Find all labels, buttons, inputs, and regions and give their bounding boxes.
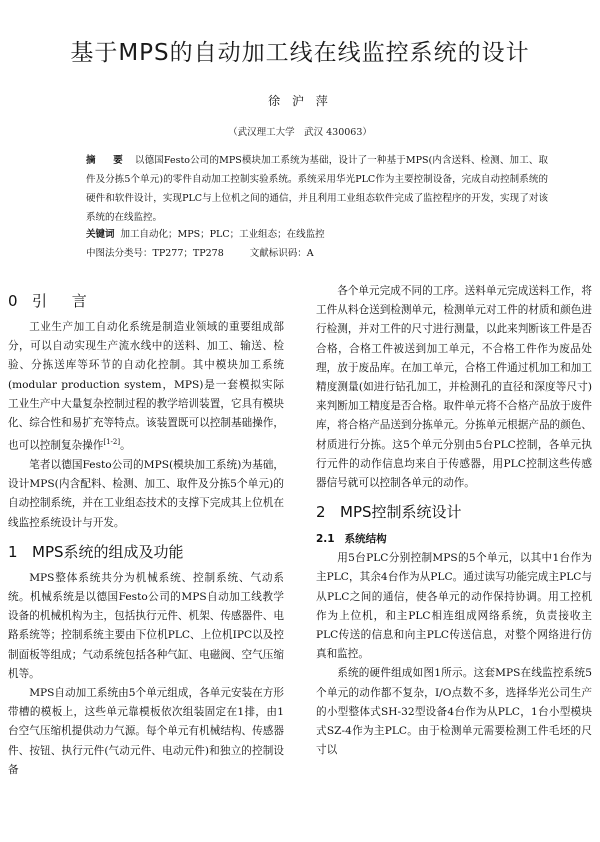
right-paragraph-3: 系统的硬件组成如图1所示。这套MPS在线监控系统5个单元的动作都不复杂，I/O点数不多，选择华光公司生产的小型整体式SH-32型设备4台作为从PLC，1台小型模块式SZ-4作为主PLC。由于检测单元需要检测工件毛坯的尺寸以 (316, 667, 592, 757)
subsection-2-1-number: 2.1 (316, 533, 335, 546)
section-0-heading (8, 288, 284, 314)
section-1-heading (8, 539, 284, 565)
paragraph (8, 318, 284, 456)
class-value: TP277；TP278 (152, 248, 224, 259)
section-1-title: MPS系统的组成及功能 (32, 542, 184, 561)
paper-title: 基于MPS的自动加工线在线监控系统的设计 (70, 40, 530, 66)
subsection-2-1-heading (316, 529, 592, 549)
intro-paragraph-2: 笔者以德国Festo公司的MPS(模块加工系统)为基础，设计MPS(内含配料、检测、加工、取件及分拣5个单元)的自动控制系统，并在工业组态技术的支撑下完成其上位机在线监控系统设计与开发。 (8, 458, 284, 529)
section-0-number: 0 (8, 292, 18, 310)
classification (86, 245, 314, 263)
section-0-title: 引 言 (32, 292, 97, 310)
class-label: 中图法分类号： (86, 248, 153, 259)
intro-paragraph-1: 工业生产加工自动化系统是制造业领域的重要组成部分，可以自动实现生产流水线中的送料、加工、输送、检验、分拣送库等环节的自动化控制。其中模块加工系统(modular production system，MPS)是一套模拟实际工业生产中大量复杂控制过程的教学培训装置，它具有模块化、综合性和易扩充等特点。该装置既可以控制基础操作，也可以控制复杂操作 (8, 321, 284, 452)
right-paragraph-1: 各个单元完成不同的工序。送料单元完成送料工作，将工件从料仓送到检测单元，检测单元对工件的材质和颜色进行检测，并对工件的尺寸进行测量，以此来判断该工件是否合格，合格工件被送到加工单元，不合格工件作为废品处理，放于废品库。在加工单元，合格工件通过机加工和加工精度测量(如进行钻孔加工，并检测孔的直径和深度等尺寸)来判断加工精度是否合格。取件单元将不合格产品放于废件库，将合格产品送到分拣单元。分拣单元根据产品的颜色、材质进行分拣。这5个单元分别由5台PLC控制，各单元执行元件的动作信息均来自于传感器，用PLC控制这些传感器信号就可以控制各单元的动作。 (316, 285, 592, 490)
doc-code-value: A (306, 248, 314, 259)
citation-ref: [1-2] (103, 438, 121, 447)
subsection-2-1-title: 系统结构 (344, 533, 387, 546)
abstract-text: 以德国Festo公司的MPS模块加工系统为基础，设计了一种基于MPS(内含送料、检测、加工、取件及分拣5个单元)的零件自动加工控制实验系统。系统采用华光PLC作为主要控制设备，完成自动控制系统的硬件和软件设计，实现PLC与上位机之间的通信，并且利用工业组态软件完成了监控程序的开发，实现了对该系统的在线监控。 (86, 155, 548, 223)
section-1-paragraph-1: MPS整体系统共分为机械系统、控制系统、气动系统。机械系统是以德国Festo公司的MPS自动加工线教学设备的机械机构为主，包括执行元件、机架、传感器件、电路系统等；控制系统主要由下位机PLC、上位机IPC以及控制面板等组成；气动系统包括各种气缸、电磁阀、空气压缩机等。 (8, 571, 284, 680)
section-2-number: 2 (316, 503, 326, 522)
left-column (8, 282, 284, 780)
right-column (316, 282, 592, 760)
intro-paragraph-1-end: 。 (120, 439, 131, 452)
section-1-paragraph-2: MPS自动加工系统由5个单元组成，各单元安装在方形带槽的模板上，这些单元靠模板依次组装固定在1排，由1台空气压缩机提供动力气源。每个单元有机械结构、传感器件、按钮、执行元件(气动元件、电动元件)和独立的控制设备 (8, 686, 284, 776)
doc-code-label: 文献标识码： (249, 248, 307, 259)
abstract (86, 151, 548, 227)
abstract-label: 摘 要 (86, 155, 127, 166)
author-affiliation: （武汉理工大学 武汉 430063） (228, 127, 372, 138)
right-paragraph-2: 用5台PLC分别控制MPS的5个单元，以其中1台作为主PLC，其余4台作为从PLC。通过读写功能完成主PLC与从PLC之间的通信，使各单元的动作保持协调。用工控机作为上位机，和主PLC相连组成网络系统，负责接收主PLC传送的信息和向主PLC传送信息，对整个网络进行仿真和监控。 (316, 552, 592, 661)
keywords-label: 关键词 (86, 229, 115, 240)
keywords (86, 226, 325, 244)
section-2-heading (316, 499, 592, 525)
section-1-number: 1 (8, 542, 18, 561)
author-name: 徐 沪 萍 (268, 94, 332, 108)
section-2-title: MPS控制系统设计 (340, 503, 462, 522)
keywords-value: 加工自动化；MPS；PLC；工业组态；在线监控 (120, 229, 325, 240)
